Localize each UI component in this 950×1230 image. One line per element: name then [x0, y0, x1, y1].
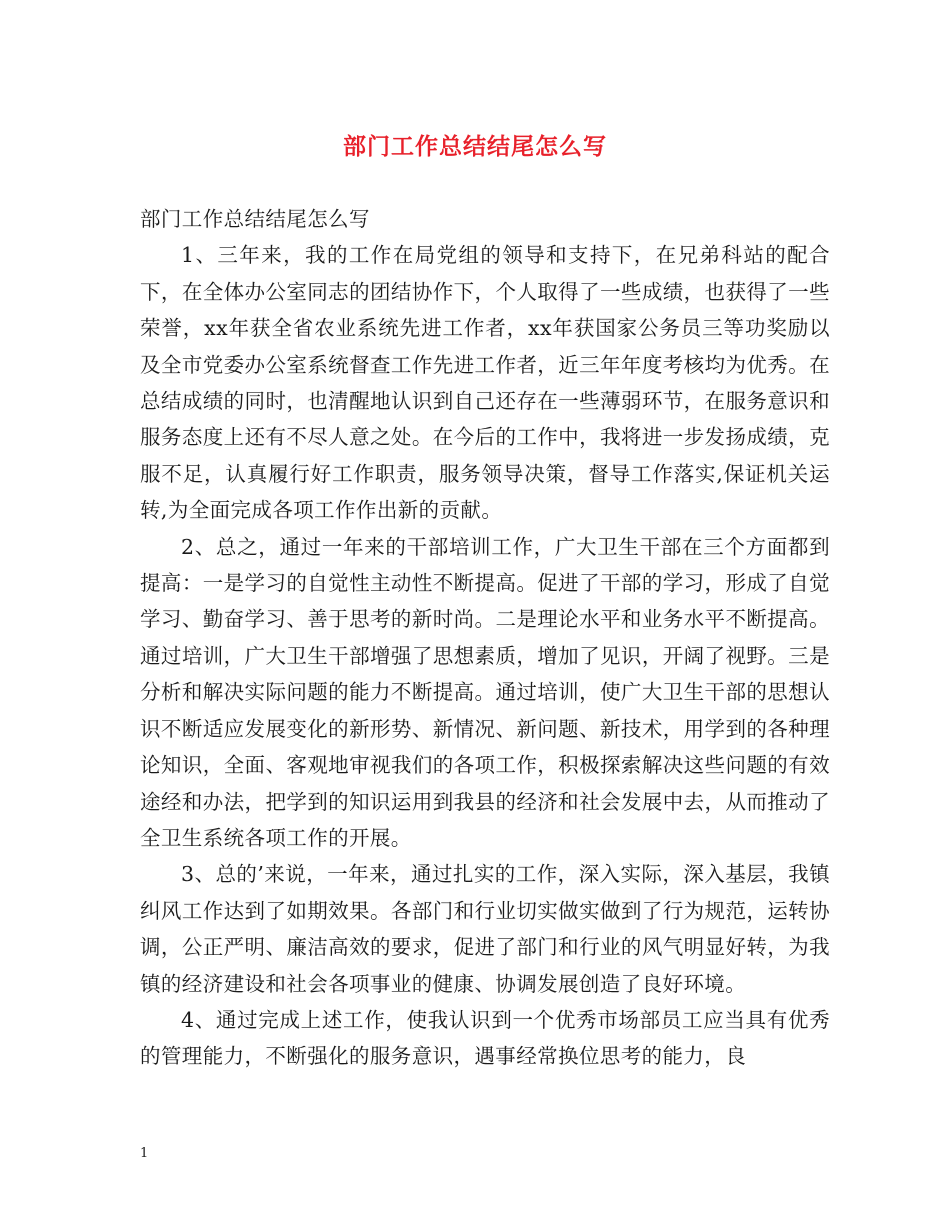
document-body	[140, 201, 830, 1075]
page-number: 1	[140, 1146, 149, 1161]
document-title: 部门工作总结结尾怎么写	[343, 134, 607, 160]
paragraph-4: 4、通过完成上述工作，使我认识到一个优秀市场部员工应当具有优秀的管理能力，不断强化的服务意识，遇事经常换位思考的能力，良	[140, 1007, 830, 1069]
paragraph-3: 3、总的’来说，一年来，通过扎实的工作，深入实际，深入基层，我镇纠风工作达到了如期效果。各部门和行业切实做实做到了行为规范，运转协调，公正严明、廉洁高效的要求，促进了部门和行业的风气明显好转，为我镇的经济建设和社会各项事业的健康、协调发展创造了良好环境。	[140, 862, 830, 996]
paragraph-2: 2、总之，通过一年来的干部培训工作，广大卫生干部在三个方面都到提高：一是学习的自觉性主动性不断提高。促进了干部的学习，形成了自觉学习、勤奋学习、善于思考的新时尚。二是理论水平和业务水平不断提高。通过培训，广大卫生干部增强了思想素质，增加了见识，开阔了视野。三是分析和解决实际问题的能力不断提高。通过培训，使广大卫生干部的思想认识不断适应发展变化的新形势、新情况、新问题、新技术，用学到的各种理论知识，全面、客观地审视我们的各项工作，积极探索解决这些问题的有效途经和办法，把学到的知识运用到我县的经济和社会发展中去，从而推动了全卫生系统各项工作的开展。	[140, 534, 830, 850]
paragraph-1: 1、三年来，我的工作在局党组的领导和支持下，在兄弟科站的配合下，在全体办公室同志的团结协作下，个人取得了一些成绩，也获得了一些荣誉，xx年获全省农业系统先进工作者，xx年获国家公务员三等功奖励以及全市党委办公室系统督查工作先进工作者，近三年年度考核均为优秀。在总结成绩的同时，也清醒地认识到自己还存在一些薄弱环节，在服务意识和服务态度上还有不尽人意之处。在今后的工作中，我将进一步发扬成绩，克服不足，认真履行好工作职责，服务领导决策，督导工作落实,保证机关运转,为全面完成各项工作作出新的贡献。	[140, 243, 830, 523]
document-subtitle: 部门工作总结结尾怎么写	[140, 207, 370, 231]
